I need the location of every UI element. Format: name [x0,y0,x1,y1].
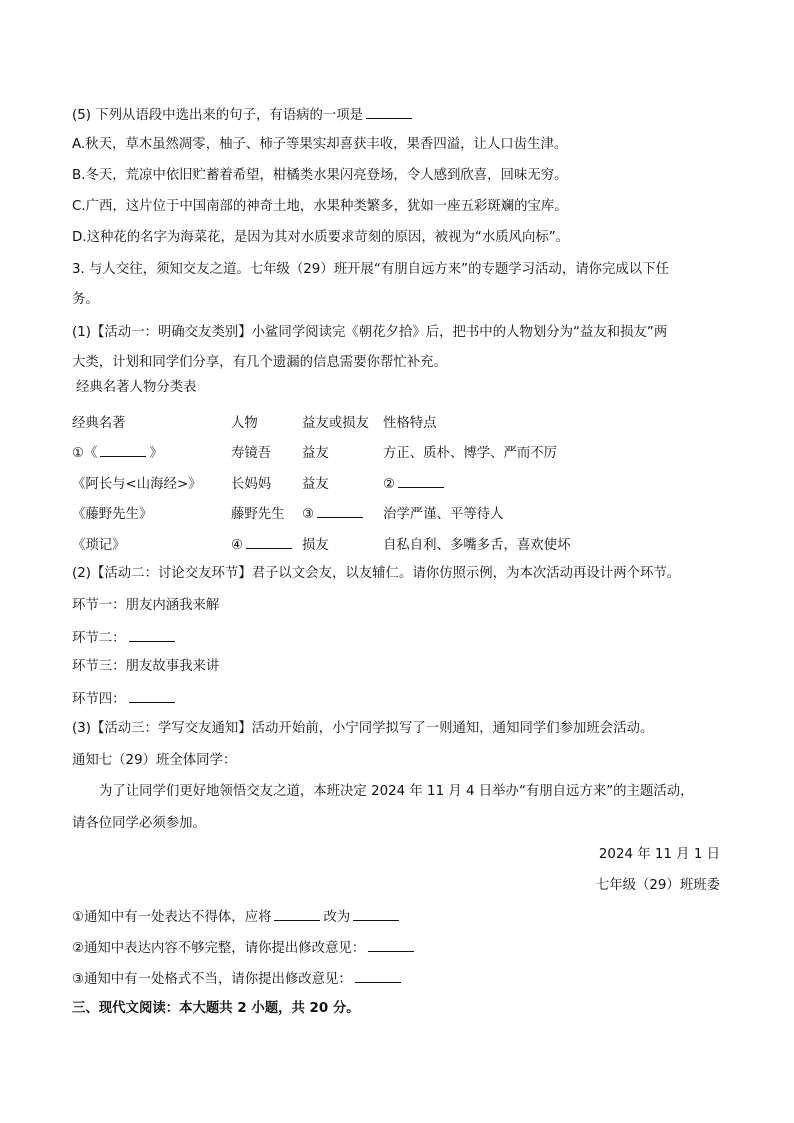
cell-person: 长妈妈 [231,476,272,492]
cell-trait: 治学严谨、平等待人 [383,507,504,523]
q3-intro-cont: 务。 [72,292,99,307]
header-trait: 性格特点 [383,415,437,431]
table-row [72,437,603,468]
activity2-text: (2)【活动二：讨论交友环节】君子以文会友，以友辅仁。请你仿照示例，为本次活动再设计两个环节。 [72,566,681,581]
cell-type: 益友 [302,476,329,492]
table-row [72,467,603,498]
notice-date: 2024 年 11 月 1 日 [598,847,720,862]
activity3-text: (3)【活动三：学写交友通知】活动开始前，小宁同学拟写了一则通知，通知同学们参加班会活动。 [72,721,654,736]
activity1-text: (1)【活动一：明确交友类别】小鲨同学阅读完《朝花夕拾》后，把书中的人物划分为“益友和损友”两 [72,325,668,340]
answer-blank [100,442,146,457]
q5-option-d: D.这种花的名字为海菜花，是因为其对水质要求苛刻的原因，被视为“水质风向标”。 [72,230,570,245]
link-2: 环节二： [72,627,178,649]
answer-blank [355,968,401,983]
answer-blank [398,473,444,488]
sub-question-2: ②通知中表达内容不够完整，请你提出修改意见： [72,937,417,959]
answer-blank [246,534,292,549]
q5-stem: (5) 下列从语段中选出来的句子，有语病的一项是 [72,104,415,126]
sub-question-1: ①通知中有一处表达不得体，应将 改为 [72,906,402,928]
table-title: 经典名著人物分类表 [76,380,197,395]
cell-person: 寿镜吾 [231,446,272,462]
q3-intro: 3. 与人交往，须知交友之道。七年级（29）班开展“有朋自远方来”的专题学习活动，请你完成以下任 [72,262,669,277]
notice-heading: 通知七（29）班全体同学： [72,753,237,768]
character-table [72,406,603,559]
link-1: 环节一：朋友内涵我来解 [72,598,220,613]
cell-book: 《阿长与<山海经>》 [72,476,202,492]
answer-blank [368,937,414,952]
cell-person: ④ [231,528,302,559]
cell-type: 益友 [302,446,329,462]
answer-blank [129,688,175,703]
sub-question-3: ③通知中有一处格式不当，请你提出修改意见： [72,968,404,990]
header-type: 益友或损友 [302,415,369,431]
header-person: 人物 [231,415,258,431]
cell-type: 损友 [302,537,329,553]
cell-person: 藤野先生 [231,507,285,523]
answer-blank [129,627,175,642]
cell-book: 《琐记》 [72,537,126,553]
q5-option-c: C.广西，这片位于中国南部的神奇土地，水果种类繁多，犹如一座五彩斑斓的宝库。 [72,199,568,214]
notice-body: 为了让同学们更好地领悟交友之道，本班决定 2024 年 11 月 4 日举办“有朋自远方来”的主题活动， [99,784,694,799]
q5-option-b: B.冬天，荒凉中依旧贮蓄着希望，柑橘类水果闪亮登场，令人感到欣喜，回味无穷。 [72,168,568,183]
answer-blank [274,906,320,921]
activity1-text-cont: 大类，计划和同学们分享，有几个遗漏的信息需要你帮忙补充。 [72,355,447,370]
cell-trait: ② [383,467,603,498]
cell-trait: 自私自利、多嘴多舌，喜欢使坏 [383,537,571,553]
answer-blank [353,906,399,921]
header-book: 经典名著 [72,415,126,431]
table-row [72,528,603,559]
cell-book: 《藤野先生》 [72,507,153,523]
notice-body-cont: 请各位同学必须参加。 [72,816,206,831]
link-3: 环节三：朋友故事我来讲 [72,659,220,674]
cell-type: ③ [302,498,383,529]
cell-book: ①《 》 [72,437,231,468]
notice-signature: 七年级（29）班班委 [595,878,720,893]
q5-option-a: A.秋天，草木虽然凋零，柚子、柿子等果实却喜获丰收，果香四溢，让人口齿生津。 [72,137,568,152]
link-4: 环节四： [72,688,178,710]
section-3-heading: 三、现代文阅读：本大题共 2 小题，共 20 分。 [72,1001,360,1016]
answer-blank [366,104,412,119]
table-row [72,498,603,529]
answer-blank [317,503,363,518]
cell-trait: 方正、质朴、博学、严而不厉 [383,446,558,462]
table-header-row [72,406,603,437]
